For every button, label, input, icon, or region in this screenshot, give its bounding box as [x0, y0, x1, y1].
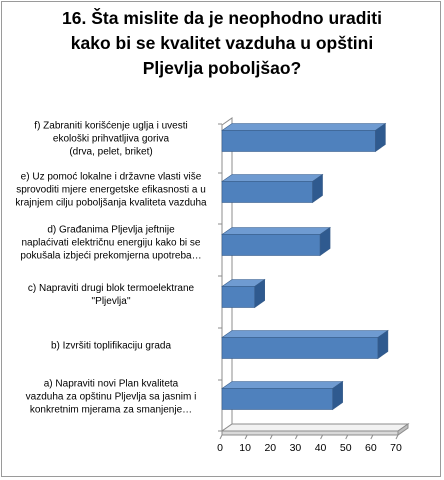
category-label-line: sprovoditi mjere energetske efikasnosti a u	[16, 184, 206, 196]
category-label-line: pokušala izbjeći prekomjerna upotreba…	[20, 250, 202, 262]
x-tick-mark	[346, 435, 348, 439]
x-tick-mark	[321, 435, 323, 439]
x-tick-label: 60	[365, 442, 377, 454]
bar-top-face	[222, 331, 388, 338]
bar-top-face	[222, 175, 323, 182]
x-tick-label: 70	[390, 442, 402, 454]
category-label-line: a) Napraviti novi Plan kvaliteta	[43, 378, 179, 390]
floor-front	[222, 431, 398, 435]
x-tick-label: 30	[289, 442, 302, 454]
category-label-line: konkretnim mjerama za smanjenje…	[29, 404, 193, 416]
x-tick-mark	[396, 435, 398, 439]
x-tick-mark	[295, 435, 297, 439]
x-tick-label: 40	[314, 442, 327, 454]
category-label-line: c) Napraviti drugi blok termoelektrane	[27, 283, 195, 294]
x-tick-label: 0	[217, 442, 223, 454]
category-label-line: (drva, pelet, briket)	[69, 146, 153, 158]
chart-title-line-3: Pljevlja poboljšao?	[142, 58, 302, 78]
category-label-line: e) Uz pomoć lokalne i državne vlasti više	[20, 171, 202, 183]
bar	[222, 131, 375, 152]
chart-title-line-2: kako bi se kvalitet vazduha u opštini	[70, 33, 374, 53]
x-tick-mark	[270, 435, 272, 439]
bar-top-face	[222, 124, 385, 131]
bar	[222, 287, 255, 308]
chart-title-line-1: 16. Šta mislite da je neophodno uraditi	[62, 8, 382, 28]
x-tick-label: 50	[339, 442, 352, 454]
x-tick-label: 20	[264, 442, 277, 454]
bar	[222, 182, 313, 203]
category-label-line: vazduha za opštinu Pljevlja sa jasnim i	[25, 391, 197, 403]
category-label-line: ekološki prihvatljiva goriva	[52, 133, 170, 145]
category-label-line: krajnjem cilju poboljšanja kvaliteta vazduha	[15, 197, 207, 209]
category-label-line: naplaćivati električnu energiju kako bi se	[21, 237, 201, 249]
category-label-line: d) Građanima Pljevlja jeftnije	[47, 224, 175, 236]
bar	[222, 338, 378, 359]
floor-top	[222, 424, 408, 431]
bar-top-face	[222, 228, 330, 235]
category-label-line: ''Pljevlja''	[91, 296, 131, 307]
category-label-line: b) Izvršiti toplifikaciju grada	[50, 340, 172, 352]
x-tick-mark	[245, 435, 247, 439]
category-label-line: f) Zabraniti korišćenje uglja i uvesti	[34, 120, 188, 132]
bar	[222, 389, 333, 410]
x-tick-label: 10	[239, 442, 251, 454]
x-tick-mark	[371, 435, 373, 439]
bar	[222, 235, 320, 256]
x-tick-mark	[220, 435, 222, 439]
bar-top-face	[222, 382, 343, 389]
